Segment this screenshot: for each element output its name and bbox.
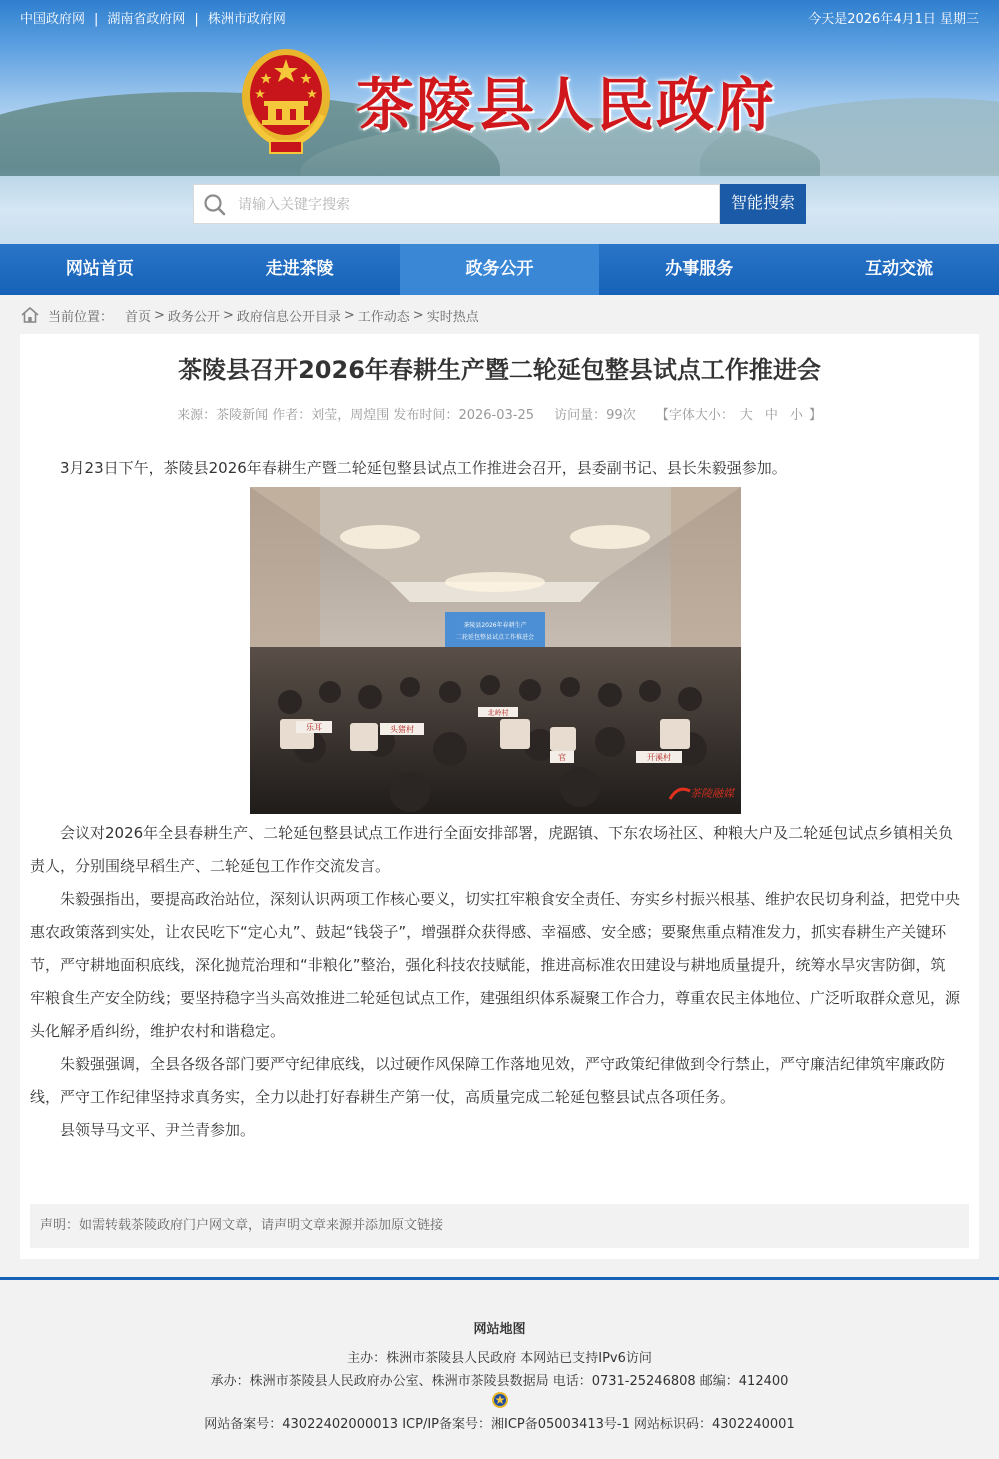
photo-screen-line2: 二轮延包整县试点工作推进会 [455,634,534,641]
link-hunan-gov[interactable]: 湖南省政府网 [107,12,186,27]
meta-author: 刘莹，周煌围 [311,408,390,423]
search-box [193,184,720,224]
photo-sign: 北岭村 [487,709,508,717]
smart-search-button[interactable]: 智能搜索 [720,184,806,224]
font-size-small-link[interactable]: 小 [789,408,803,423]
photo-sign: 开溪村 [646,753,671,762]
top-bar [0,0,999,32]
breadcrumb-separator: > [412,307,424,323]
article-meta [20,404,979,423]
link-zhuzhou-gov[interactable]: 株洲市政府网 [207,12,286,27]
footer-registration: 网站备案号：43022402000013 ICP/IP备案号：湘ICP备05003413号-1 网站标识码：4302240001 [204,1417,795,1432]
national-emblem-icon [240,45,332,155]
article-paragraph: 会议对2026年全县春耕生产、二轮延包整县试点工作进行全面安排部署，虎踞镇、下东农场社区、种粮大户及二轮延包试点乡镇相关负责人，分别围绕早稻生产、二轮延包工作作交流发言。 [30,824,954,875]
today-date: 今天是2026年4月1日 星期三 [808,12,979,27]
meta-date-label: 发布时间： [393,408,459,423]
site-title: 茶陵县人民政府 [356,71,777,139]
nav-item-home[interactable]: 网站首页 [65,259,134,279]
main-nav [0,244,999,295]
meta-source: 茶陵新闻 [216,408,269,423]
footer-sponsor: 主办：株洲市茶陵县人民政府 本网站已支持IPv6访问 [347,1351,652,1366]
photo-sign: 头猪村 [389,725,414,734]
meta-date: 2026-03-25 [458,408,534,423]
reprint-notice: 声明：如需转载茶陵政府门户网文章，请声明文章来源并添加原文链接 [30,1204,969,1248]
nav-item-interaction[interactable]: 互动交流 [865,259,934,279]
meta-views-label: 访问量： [554,408,607,423]
meeting-photo [250,487,741,814]
sitemap-link[interactable]: 网站地图 [473,1322,526,1337]
nav-item-government-affairs[interactable]: 政务公开 [400,244,600,295]
breadcrumb [20,303,479,327]
top-links [20,8,286,27]
breadcrumb-separator: > [154,307,165,323]
home-icon [20,306,40,324]
article-paragraph: 3月23日下午，茶陵县2026年春耕生产暨二轮延包整县试点工作推进会召开，县委副书记、县长朱毅强参加。 [60,459,787,477]
article-paragraph: 县领导马文平、尹兰青参加。 [60,1121,256,1139]
breadcrumb-info-catalog[interactable]: 政府信息公开目录 [236,309,341,325]
font-size-switcher [656,408,822,423]
breadcrumb-hot-topics[interactable]: 实时热点 [426,309,479,325]
site-header [0,0,999,244]
photo-sign: 官 [557,753,566,762]
meta-author-label: 作者： [272,408,312,423]
nav-item-services[interactable]: 办事服务 [665,259,734,279]
site-footer [0,1280,999,1459]
meta-views: 99次 [606,408,636,423]
photo-watermark: 茶陵融媒 [689,787,734,800]
footer-organizer: 承办：株洲市茶陵县人民政府办公室、株洲市茶陵县数据局 电话：0731-25246808 邮编：412400 [210,1374,789,1389]
nav-item-about-chaling[interactable]: 走进茶陵 [265,259,334,279]
meta-source-label: 来源： [177,408,217,423]
article-title: 茶陵县召开2026年春耕生产暨二轮延包整县试点工作推进会 [178,356,821,384]
police-badge-icon[interactable] [491,1391,509,1409]
breadcrumb-government-affairs[interactable]: 政务公开 [167,309,220,325]
search-input[interactable] [238,193,708,217]
photo-screen-line1: 茶陵县2026年春耕生产 [462,622,527,629]
search-icon [202,192,228,218]
breadcrumb-label: 当前位置： [48,309,114,325]
article-paragraph: 朱毅强指出，要提高政治站位，深刻认识两项工作核心要义，切实扛牢粮食安全责任、夯实乡村振兴根基、维护农民切身利益，把党中央惠农政策落到实处，让农民吃下“定心丸”、鼓起“钱袋子”，增强群众获得感、幸福感、安全感；要聚焦重点精准发力，抓实春耕生产关键环节，严守耕地面积底线，深化抛荒治理和“非粮化”整治，强化科技农技赋能，推进高标准农田建设与耕地质量提升，统筹水旱灾害防御，筑牢粮食生产安全防线；要坚持稳字当头高效推进二轮延包试点工作，建强组织体系凝聚工作合力，尊重农民主体地位、广泛听取群众意见，源头化解矛盾纠纷，维护农村和谐稳定。 [30,890,961,1040]
font-size-label: 【字体大小： [655,408,734,423]
font-size-medium-link[interactable]: 中 [764,408,778,423]
breadcrumb-separator: > [222,307,234,323]
font-size-large-link[interactable]: 大 [739,408,753,423]
breadcrumb-home[interactable]: 首页 [125,309,152,325]
top-link-separator: | [194,12,199,27]
breadcrumb-separator: > [343,307,355,323]
article-panel [20,334,979,1259]
link-china-gov[interactable]: 中国政府网 [20,12,86,27]
article-paragraph: 朱毅强强调，全县各级各部门要严守纪律底线，以过硬作风保障工作落地见效，严守政策纪律做到令行禁止，严守廉洁纪律筑牢廉政防线，严守工作纪律坚持求真务实，全力以赴打好春耕生产第一仗，高质量完成二轮延包整县试点各项任务。 [30,1055,946,1106]
breadcrumb-work-news[interactable]: 工作动态 [357,309,410,325]
photo-sign: 乐耳 [305,723,322,732]
top-link-separator: | [94,12,99,27]
font-size-close: 】 [808,408,822,423]
article-body [30,452,960,1147]
